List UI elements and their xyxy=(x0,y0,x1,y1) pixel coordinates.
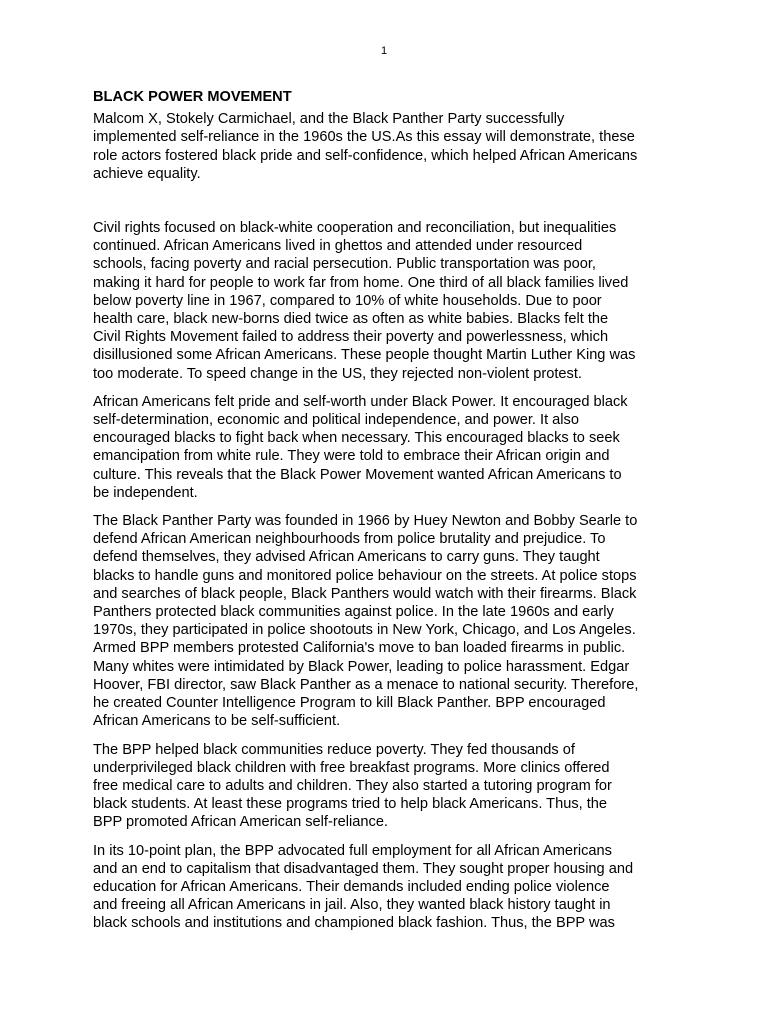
paragraph-intro: Malcom X, Stokely Carmichael, and the Black Panther Party successfully implemented self-reliance in the 1960s the US.As this essay will demonstrate, these role actors fostered black pride and self-confidence, which helped African Americans achieve equality. xyxy=(93,111,638,182)
paragraph-civil-rights: Civil rights focused on black-white cooperation and reconciliation, but inequalities continued. African Americans lived in ghettos and attended under resourced schools, facing poverty and racial persecution. Public transportation was poor, making it hard for people to work far from home. One third of all black families lived below poverty line in 1967, compared to 10% of white households. Due to poor health care, black new-borns died twice as often as white babies. Blacks felt the Civil Rights Movement failed to address their poverty and powerlessness, which disillusioned some African Americans. These people thought Martin Luther King was too moderate. To speed change in the US, they rejected non-violent protest. xyxy=(93,220,636,382)
paragraph-ten-point-plan: In its 10-point plan, the BPP advocated full employment for all African Americans and an end to capitalism that disadvantaged them. They sought proper housing and education for African Americans. Their demands included ending police violence and freeing all African Americans in jail. Also, they wanted black history taught in black schools and institutions and championed black fashion. Thus, the BPP was xyxy=(93,842,634,932)
document-title: BLACK POWER MOVEMENT xyxy=(93,89,292,105)
paragraph-black-panther-party: The Black Panther Party was founded in 1966 by Huey Newton and Bobby Searle to defend African American neighbourhoods from police brutality and prejudice. To defend themselves, they advised African Americans to carry guns. They taught blacks to handle guns and monitored police behaviour on the streets. At police stops and searches of black people, Black Panthers would watch with their firearms. Black Panthers protected black communities against police. In the late 1960s and early 1970s, they participated in police shootouts in New York, Chicago, and Los Angeles. Armed BPP members protested California's move to ban loaded firearms in public. Many whites were intimidated by Black Power, leading to police harassment. Edgar Hoover, FBI director, saw Black Panther as a menace to national security. Therefore, he created Counter Intelligence Program to kill Black Panther. BPP encouraged African Americans to be self-sufficient. xyxy=(93,513,639,730)
document-body xyxy=(93,88,679,943)
page-number: 1 xyxy=(380,45,388,57)
paragraph-bpp-community: The BPP helped black communities reduce poverty. They fed thousands of underprivileged black children with free breakfast programs. More clinics offered free medical care to adults and children. They also started a tutoring program for black students. At least these programs tried to help black Americans. Thus, the BPP promoted African American self-reliance. xyxy=(93,741,612,831)
paragraph-black-power: African Americans felt pride and self-worth under Black Power. It encouraged black self-determination, economic and political independence, and power. It also encouraged blacks to fight back when necessary. This encouraged blacks to seek emancipation from white rule. They were told to embrace their African origin and culture. This reveals that the Black Power Movement wanted African Americans to be independent. xyxy=(93,393,628,501)
